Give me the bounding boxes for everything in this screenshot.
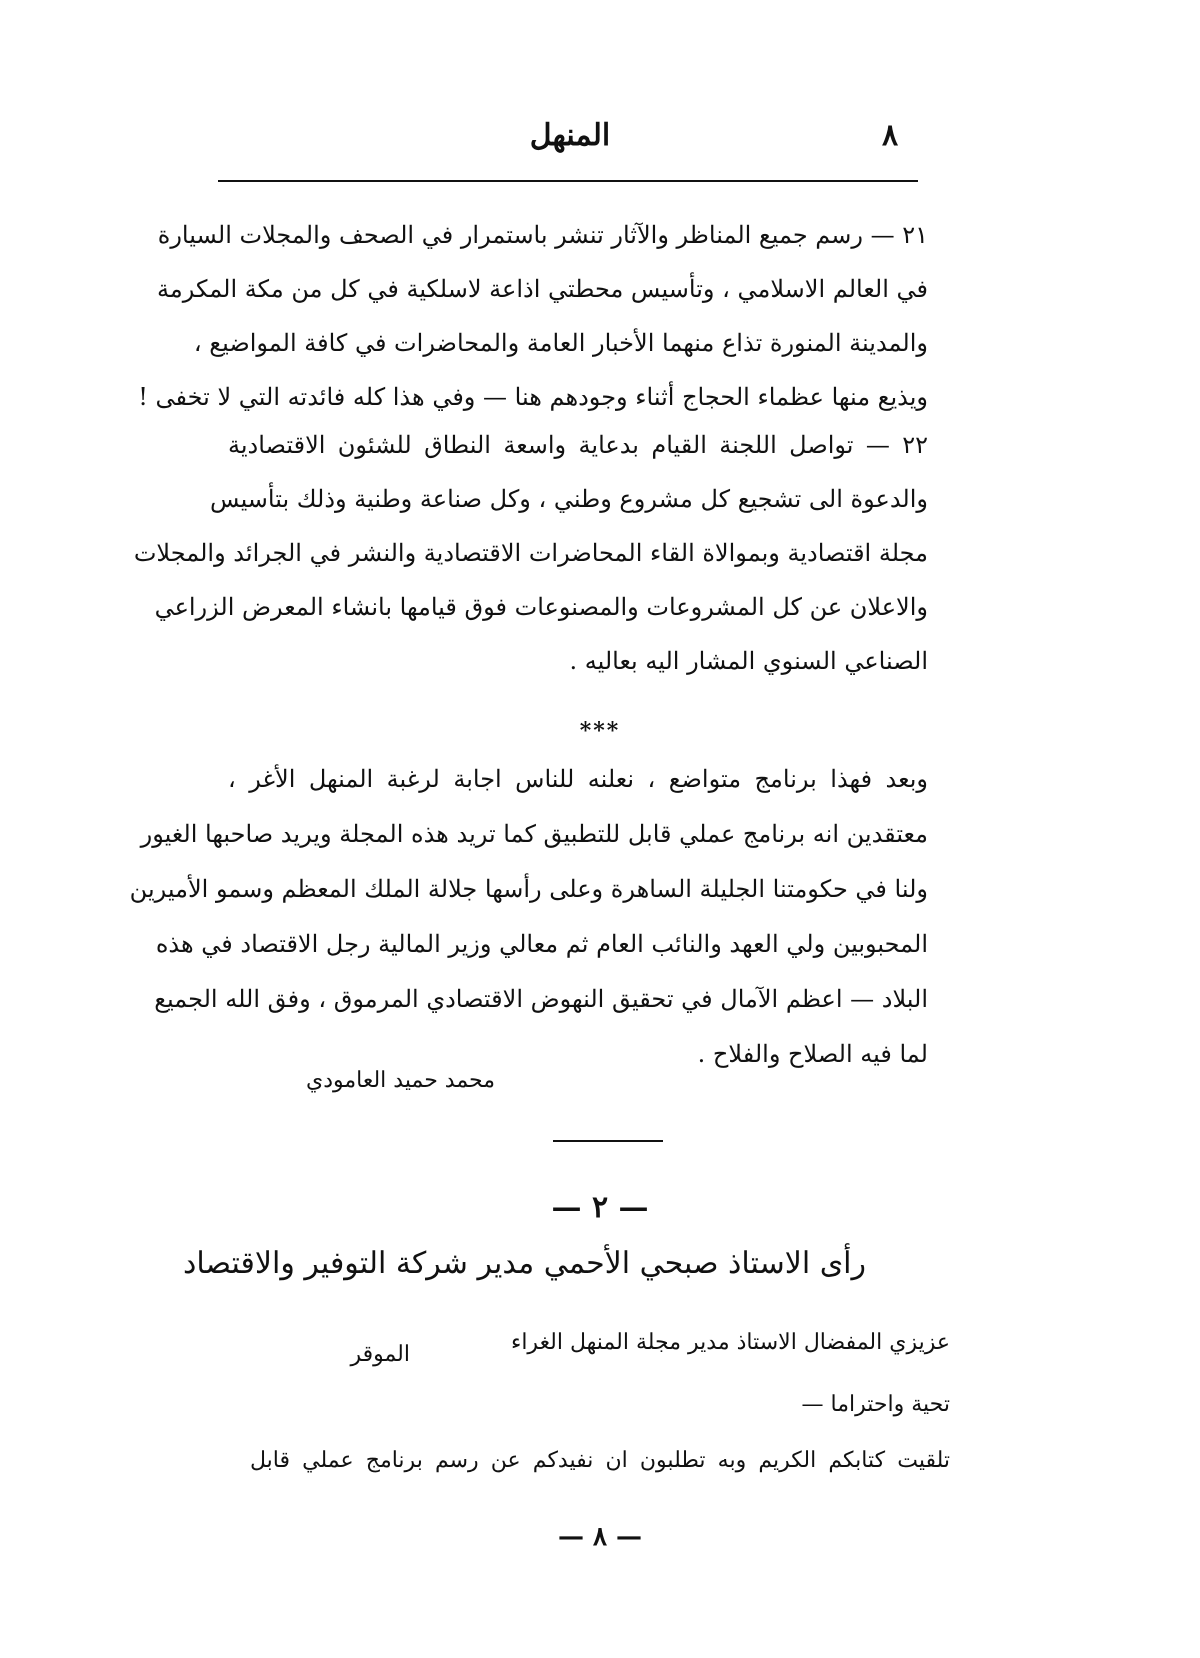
running-header bbox=[210, 118, 930, 162]
text-line: والمدينة المنورة تذاع منهما الأخبار العامة والمحاضرات في كافة المواضيع ، bbox=[193, 329, 928, 357]
text-line: ٢٢ — تواصل اللجنة القيام بدعاية واسعة النطاق للشئون الاقتصادية bbox=[228, 431, 928, 459]
text-line: ولنا في حكومتنا الجليلة الساهرة وعلى رأسها جلالة الملك المعظم وسمو الأميرين bbox=[129, 875, 928, 903]
text-line: المحبوبين ولي العهد والنائب العام ثم معالي وزير المالية رجل الاقتصاد في هذه bbox=[155, 930, 928, 958]
text-line: والدعوة الى تشجيع كل مشروع وطني ، وكل صناعة وطنية وذلك بتأسيس bbox=[209, 485, 928, 513]
text-line: الصناعي السنوي المشار اليه بعاليه . bbox=[569, 647, 928, 675]
text-line: البلاد — اعظم الآمال في تحقيق النهوض الاقتصادي المرموق ، وفق الله الجميع bbox=[154, 985, 928, 1013]
text-line: معتقدين انه برنامج عملي قابل للتطبيق كما تريد هذه المجلة ويريد صاحبها الغيور bbox=[140, 820, 928, 848]
text-line: مجلة اقتصادية وبموالاة القاء المحاضرات الاقتصادية والنشر في الجرائد والمجلات bbox=[133, 539, 928, 567]
program-item-22 bbox=[133, 418, 928, 688]
header-page-number: ٨ bbox=[882, 118, 899, 153]
journal-title: المنهل bbox=[529, 118, 611, 153]
text-line: ٢١ — رسم جميع المناظر والآثار تنشر باستمرار في الصحف والمجلات السيارة bbox=[157, 221, 928, 249]
text-line: لما فيه الصلاح والفلاح . bbox=[697, 1040, 928, 1068]
closing-paragraph bbox=[129, 752, 928, 1082]
greeting-text: تحية واحتراما — bbox=[801, 1392, 950, 1417]
text-line: والاعلان عن كل المشروعات والمصنوعات فوق قيامها بانشاء المعرض الزراعي bbox=[154, 593, 928, 621]
letter-addressee: عزيزي المفضال الاستاذ مدير مجلة المنهل الغراء bbox=[510, 1330, 950, 1355]
text-line: وبعد فهذا برنامج متواضع ، نعلنه للناس اجابة لرغبة المنهل الأغر ، bbox=[228, 765, 928, 793]
text-line: في العالم الاسلامي ، وتأسيس محطتي اذاعة لاسلكية في كل من مكة المكرمة bbox=[157, 275, 928, 303]
author-signature: محمد حميد العامودي bbox=[306, 1068, 496, 1093]
section-separator: *** bbox=[579, 718, 621, 744]
footer-page-number: — ٨ — bbox=[557, 1522, 643, 1552]
program-item-21 bbox=[138, 208, 928, 424]
text-line: تلقيت كتابكم الكريم وبه تطلبون ان نفيدكم عن رسم برنامج عملي قابل bbox=[250, 1448, 950, 1473]
letter-honorific: الموقر bbox=[350, 1342, 410, 1367]
section-title: رأى الاستاذ صبحي الأحمي مدير شركة التوفير والاقتصاد bbox=[182, 1246, 866, 1281]
section-number: — ٢ — bbox=[551, 1190, 649, 1225]
section-rule bbox=[553, 1140, 663, 1142]
header-rule bbox=[218, 180, 918, 182]
text-line: ويذيع منها عظماء الحجاج أثناء وجودهم هنا — وفي هذا كله فائدته التي لا تخفى ! bbox=[138, 383, 928, 411]
